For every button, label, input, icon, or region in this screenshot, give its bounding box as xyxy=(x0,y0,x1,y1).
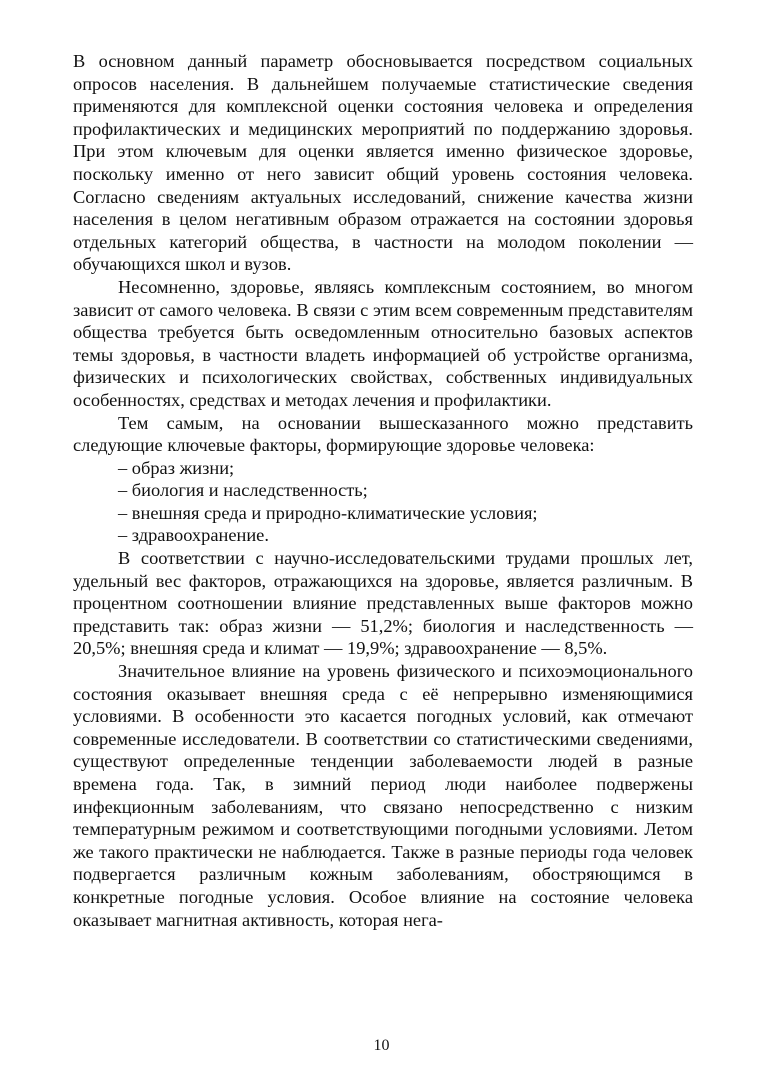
list-item: – биология и наследственность; xyxy=(118,480,368,501)
paragraph-3: Тем самым, на основании вышесказанного можно представить следующие ключевые факторы, формирующие здоровье человека: xyxy=(73,412,693,456)
paragraph-2: Несомненно, здоровье, являясь комплексным состоянием, во многом зависит от самого человека. В связи с этим всем современным представителям общества требуется быть осведомленным относительно базовых аспектов темы здоровья, в частности владеть информацией об устройстве организма, физических и психологических свойствах, собственных индивидуальных особенностях, средствах и методах лечения и профилактики. xyxy=(73,276,693,410)
list-item: – образ жизни; xyxy=(118,457,235,478)
paragraph-1: В основном данный параметр обосновывается посредством социальных опросов населения. В дальнейшем получаемые статистические сведения применяются для комплексной оценки состояния человека и определения профилактических и медицинских мероприятий по поддержанию здоровья. При этом ключевым для оценки является именно физическое здоровье, поскольку именно от него зависит общий уровень состояния человека. Согласно сведениям актуальных исследований, снижение качества жизни населения в целом негативным образом отражается на состоянии здоровья отдельных категорий общества, в частности на молодом поколении — обучающихся школ и вузов. xyxy=(73,51,693,275)
page-number: 10 xyxy=(373,1037,390,1054)
list-item: – здравоохранение. xyxy=(118,525,269,546)
list-item: – внешняя среда и природно-климатические условия; xyxy=(118,502,538,523)
body-text xyxy=(73,50,693,931)
paragraph-4: В соответствии с научно-исследовательскими трудами прошлых лет, удельный вес факторов, отражающихся на здоровье, является различным. В процентном соотношении влияние представленных выше факторов можно представить так: образ жизни — 51,2%; биология и наследственность — 20,5%; внешняя среда и климат — 19,9%; здравоохранение — 8,5%. xyxy=(73,548,693,659)
paragraph-5: Значительное влияние на уровень физического и психоэмоционального состояния оказывает внешняя среда с её непрерывно изменяющимися условиями. В особенности это касается погодных условий, как отмечают современные исследователи. В соответствии со статистическими сведениями, существуют определенные тенденции заболеваемости людей в разные времена года. Так, в зимний период люди наиболее подвержены инфекционным заболеваниям, что связано непосредственно с низким температурным режимом и соответствующими погодными условиями. Летом же такого практически не наблюдается. Также в разные периоды года человек подвергается различным кожным заболеваниям, обостряющимся в конкретные погодные условия. Особое влияние на состояние человека оказывает магнитная активность, которая нега- xyxy=(73,661,693,930)
factors-list xyxy=(73,457,693,547)
